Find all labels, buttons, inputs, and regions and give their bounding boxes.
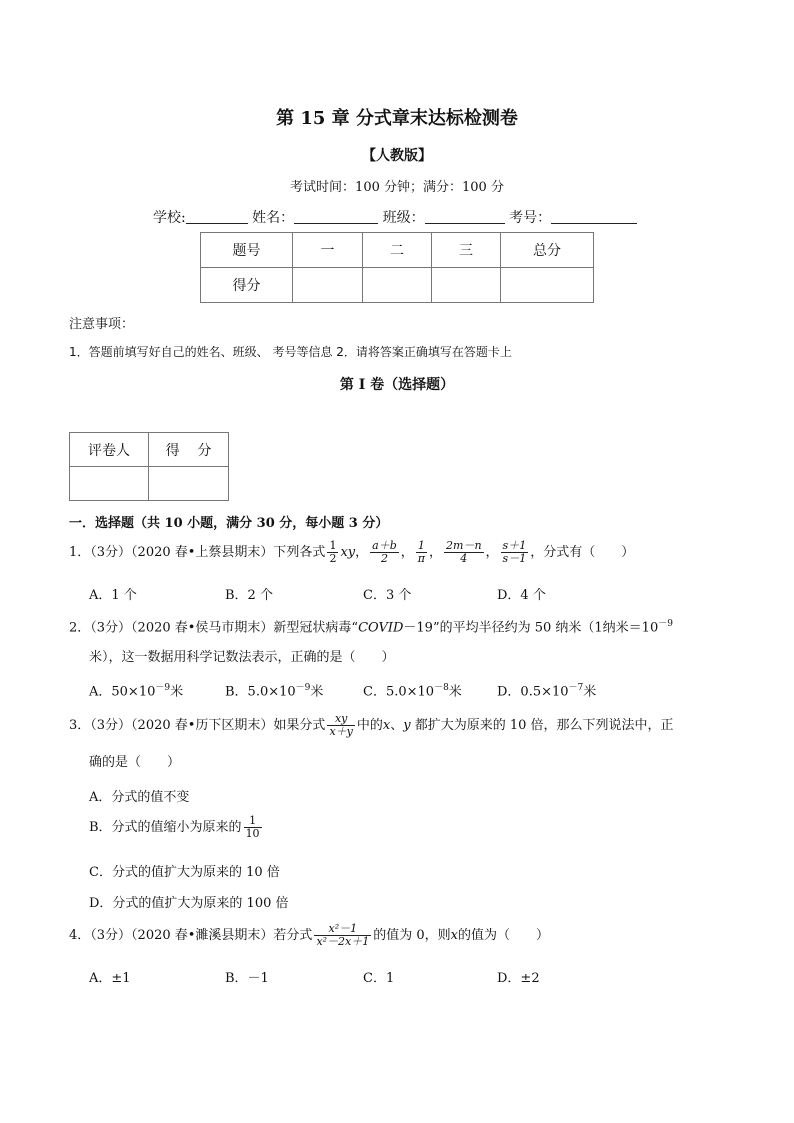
option-exponent: －9 (295, 683, 311, 693)
class-label: 班级： (382, 210, 425, 226)
option-unit: 米 (448, 684, 462, 700)
fraction-denominator: x＋y (329, 725, 353, 738)
name-blank[interactable] (294, 209, 378, 224)
q1-option-c[interactable]: C．3 个 (363, 588, 412, 603)
q4-option-a[interactable]: A．±1 (89, 971, 131, 986)
q3-option-d[interactable]: D．分式的值扩大为原来的 100 倍 (89, 896, 289, 911)
q3-text: 中的 (356, 718, 383, 733)
score-cell[interactable] (293, 268, 363, 303)
option-exponent: －8 (434, 683, 449, 693)
evaluator-table (69, 432, 229, 501)
fraction-numerator: a＋b (372, 539, 397, 552)
q3-text: 都扩大为原来的 10 倍，那么下列说法中，正 (410, 718, 674, 733)
q3-option-b-fraction (244, 815, 262, 840)
q4-option-b[interactable]: B．－1 (225, 971, 269, 986)
section-title: 第 I 卷（选择题） (339, 377, 455, 393)
fraction-numerator: 1 (329, 539, 337, 552)
q1-fraction-5 (501, 540, 529, 565)
q1-option-a[interactable]: A．1 个 (89, 588, 137, 603)
option-exponent: －7 (568, 683, 584, 693)
question-3-line-2: 确的是（ ） (89, 755, 181, 770)
option-text: D．0.5×10 (497, 684, 569, 700)
option-text: B．5.0×10 (225, 684, 296, 700)
page-title: 第 15 章 分式章末达标检测卷 (276, 108, 518, 129)
q3-text: 3．（3分）（2020 春•历下区期末）如果分式 (69, 718, 326, 733)
q3-option-b[interactable] (89, 815, 264, 840)
q2-option-b[interactable] (225, 680, 323, 699)
q3-option-a[interactable]: A．分式的值不变 (89, 790, 190, 805)
q4-option-c[interactable]: C．1 (363, 971, 395, 986)
q3-variable: y (403, 718, 411, 733)
score-cell[interactable] (363, 268, 432, 303)
q1-fraction-1 (327, 540, 338, 565)
fraction-denominator: 2 (329, 552, 337, 565)
student-info-row (153, 207, 637, 227)
score-cell[interactable] (149, 467, 229, 501)
fraction-denominator: π (417, 552, 425, 565)
fraction-denominator: 10 (245, 827, 260, 840)
q4-option-d[interactable]: D．±2 (497, 971, 540, 986)
question-3-line-1 (69, 713, 674, 738)
option-text: A．50×10 (89, 684, 156, 700)
exam-info: 考试时间：100 分钟；满分：100 分 (290, 180, 504, 195)
school-blank[interactable] (186, 209, 248, 224)
score-row-label: 得分 (201, 268, 293, 303)
question-2-line-1 (69, 614, 673, 638)
q2-text: 2．（3分）（2020 春•侯马市期末）新型冠状病毒“ (69, 620, 359, 636)
edition-label: 【人教版】 (362, 148, 432, 164)
separator: 、 (390, 718, 404, 733)
fraction-numerator: 1 (244, 815, 262, 828)
q2-option-d[interactable] (497, 680, 596, 699)
fraction-denominator: x²－2x＋1 (316, 935, 370, 948)
separator: ， (400, 545, 414, 560)
option-unit: 米 (583, 684, 597, 700)
q1-fraction-2 (370, 540, 399, 565)
school-label: 学校: (153, 210, 186, 226)
part-heading: 一．选择题（共 10 小题，满分 30 分，每小题 3 分） (69, 516, 389, 531)
score-table (200, 232, 594, 303)
q2-term: COVID (358, 620, 404, 636)
q4-text: 的值为 0，则 (373, 928, 451, 943)
q3-variable: x (382, 718, 391, 733)
class-blank[interactable] (425, 209, 505, 224)
score-table-header-cell: 二 (363, 233, 432, 268)
q1-suffix: ，分式有（ ） (530, 545, 635, 560)
fraction-numerator: s＋1 (502, 539, 527, 552)
fraction-numerator: 1 (416, 540, 427, 553)
score-table-header-cell: 三 (432, 233, 501, 268)
score-table-header-cell: 总分 (501, 233, 594, 268)
q2-option-a[interactable] (89, 680, 183, 699)
q1-fraction-4 (444, 540, 484, 565)
name-label: 姓名： (252, 210, 295, 226)
q2-text: －19”的平均半径约为 50 纳米（1纳米＝10 (403, 620, 659, 636)
fraction-denominator: s－1 (502, 552, 527, 565)
option-unit: 米 (170, 684, 184, 700)
option-text: C．5.0×10 (363, 684, 435, 700)
fraction-denominator: 2 (380, 552, 388, 565)
fraction-numerator: 2m－n (446, 539, 482, 552)
q2-option-c[interactable] (363, 680, 462, 699)
q1-prefix: 1．（3分）（2020 春•上蔡县期末）下列各式 (69, 545, 326, 560)
notes-heading: 注意事项： (69, 317, 135, 332)
q4-text: 的值为（ ） (458, 928, 550, 943)
q1-fraction-3 (416, 540, 427, 565)
question-1 (69, 540, 634, 565)
q4-fraction (314, 923, 371, 948)
evaluator-cell[interactable] (70, 467, 149, 501)
score-table-header-cell: 题号 (201, 233, 293, 268)
exam-no-label: 考号： (509, 210, 552, 226)
fraction-denominator: 4 (460, 552, 468, 565)
q3-fraction (327, 713, 354, 738)
score-cell[interactable] (432, 268, 501, 303)
option-exponent: －9 (155, 683, 171, 693)
q3-option-c[interactable]: C．分式的值扩大为原来的 10 倍 (89, 865, 280, 880)
fraction-numerator: x²－1 (314, 923, 371, 936)
q1-option-d[interactable]: D．4 个 (497, 588, 546, 603)
q1-term: xy (340, 545, 356, 560)
separator: ， (355, 545, 369, 560)
notes-line: 1．答题前填写好自己的姓名、班级、 考号等信息 2．请将答案正确填写在答题卡上 (69, 345, 512, 359)
score-table-header-cell: 一 (293, 233, 363, 268)
question-2-line-2: 米），这一数据用科学记数法表示，正确的是（ ） (89, 650, 395, 665)
exam-no-blank[interactable] (551, 209, 637, 224)
score-header: 得 分 (149, 433, 229, 467)
option-unit: 米 (310, 684, 324, 700)
q2-exponent: －9 (658, 619, 673, 629)
option-text: B．分式的值缩小为原来的 (89, 820, 242, 835)
evaluator-header: 评卷人 (70, 433, 149, 467)
question-4 (69, 923, 549, 948)
fraction-numerator: xy (327, 713, 354, 726)
score-cell[interactable] (501, 268, 594, 303)
q4-variable: x (450, 928, 459, 943)
q4-text: 4．（3分）（2020 春•濉溪县期末）若分式 (69, 928, 313, 943)
q1-option-b[interactable]: B．2 个 (225, 588, 273, 603)
separator: ， (485, 545, 499, 560)
separator: ， (429, 545, 443, 560)
